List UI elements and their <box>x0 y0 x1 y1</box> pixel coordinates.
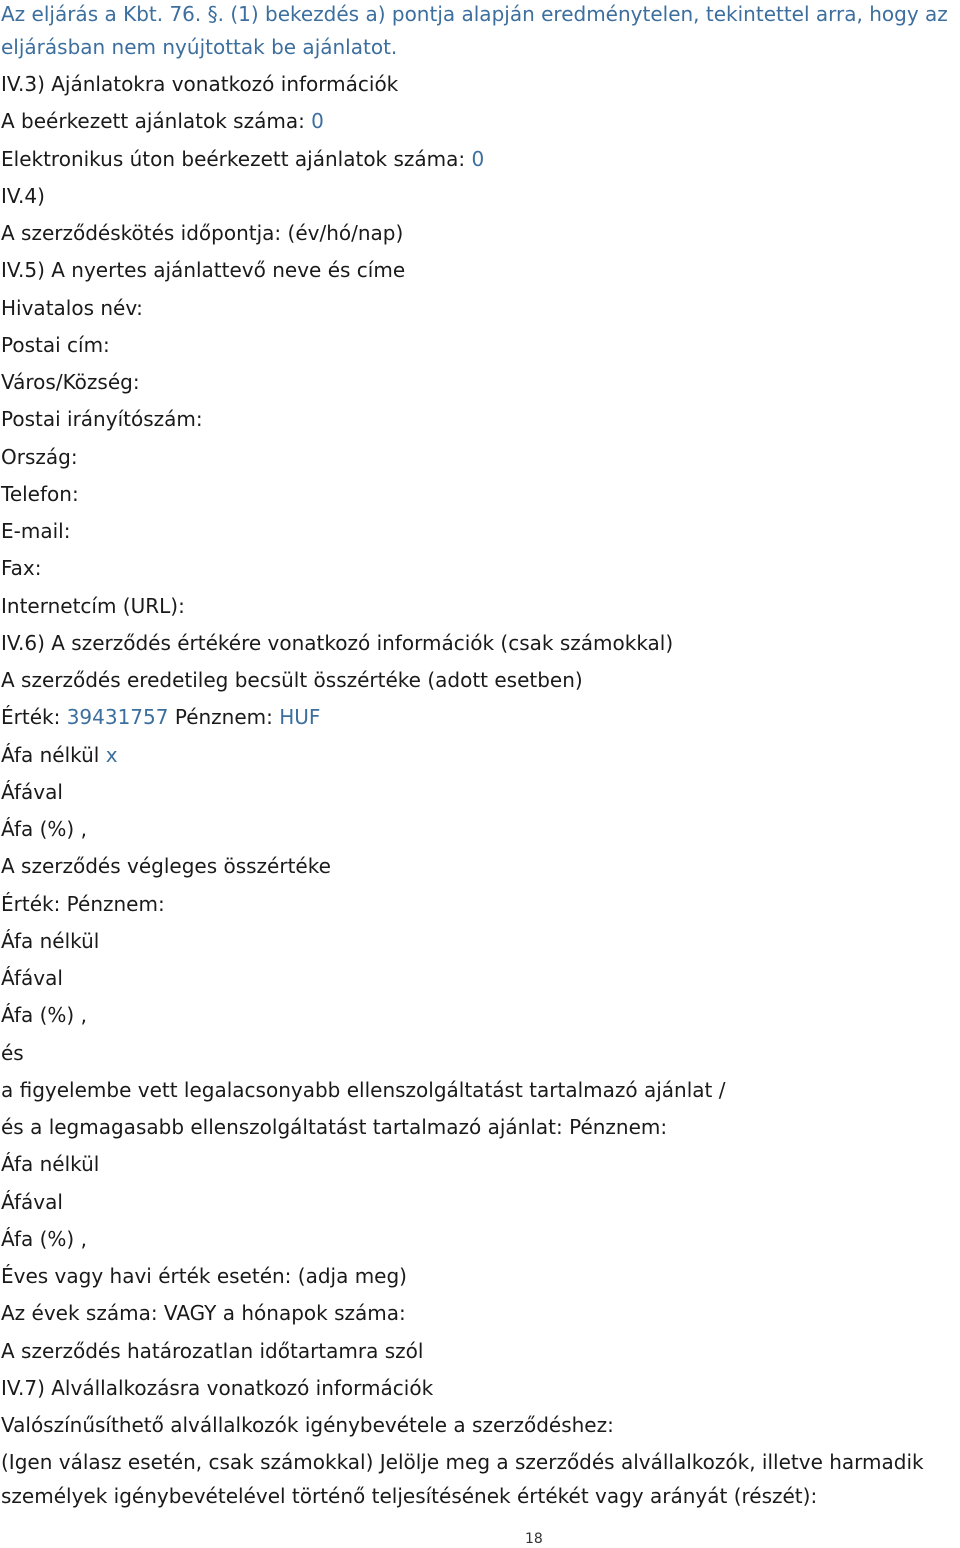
and-label: és <box>1 1041 24 1065</box>
subcontract-instruction-line-2: személyek igénybevételével történő teljesítésének értékét vagy arányát (részét): <box>1 1484 818 1508</box>
probable-subcontractors-label: Valószínűsíthető alvállalkozók igénybevétele a szerződéshez: <box>1 1413 614 1437</box>
currency-label: Pénznem: <box>168 705 280 729</box>
lowest-offer-label: a figyelembe vett legalacsonyabb ellenszolgáltatást tartalmazó ajánlat / <box>1 1078 726 1102</box>
highest-offer-label: és a legmagasabb ellenszolgáltatást tartalmazó ajánlat: Pénznem: <box>1 1115 668 1139</box>
phone-label: Telefon: <box>1 482 79 506</box>
final-value-row: Érték: Pénznem: <box>1 892 165 916</box>
vat-incl-label: Áfával <box>1 780 63 804</box>
vat-excl-label: Áfa nélkül <box>1 743 106 767</box>
received-offers-value: 0 <box>311 109 324 133</box>
value-amount: 39431757 <box>66 705 169 729</box>
subcontract-instruction-line-1: (Igen válasz esetén, csak számokkal) Jelölje meg a szerződés alvállalkozók, illetve harmadik <box>1 1450 924 1474</box>
section-iv6-heading: IV.6) A szerződés értékére vonatkozó információk (csak számokkal) <box>1 631 674 655</box>
range-vat-pct-label: Áfa (%) , <box>1 1227 87 1251</box>
city-label: Város/Község: <box>1 370 140 394</box>
range-vat-excl-label: Áfa nélkül <box>1 1152 100 1176</box>
section-iv4-heading: IV.4) <box>1 184 45 208</box>
section-iv7-heading: IV.7) Alvállalkozásra vonatkozó információk <box>1 1376 434 1400</box>
electronic-offers-label: Elektronikus úton beérkezett ajánlatok száma: <box>1 147 472 171</box>
annual-monthly-label: Éves vagy havi érték esetén: (adja meg) <box>1 1264 407 1288</box>
indefinite-duration-label: A szerződés határozatlan időtartamra szól <box>1 1339 424 1363</box>
final-vat-pct-label: Áfa (%) , <box>1 1003 87 1027</box>
fax-label: Fax: <box>1 556 42 580</box>
postal-address-label: Postai cím: <box>1 333 110 357</box>
intro-line-2: eljárásban nem nyújtottak be ajánlatot. <box>1 35 398 59</box>
vat-excl-mark: x <box>105 743 118 767</box>
page-number: 18 <box>525 1531 543 1547</box>
email-label: E-mail: <box>1 519 71 543</box>
estimated-value-row <box>1 704 320 730</box>
final-value-heading: A szerződés végleges összértéke <box>1 854 331 878</box>
currency-value: HUF <box>279 705 321 729</box>
country-label: Ország: <box>1 445 78 469</box>
years-months-label: Az évek száma: VAGY a hónapok száma: <box>1 1301 406 1325</box>
electronic-offers-value: 0 <box>471 147 485 171</box>
contract-date-label: A szerződéskötés időpontja: (év/hó/nap) <box>1 221 404 245</box>
final-vat-incl-label: Áfával <box>1 966 63 990</box>
value-label: Érték: <box>1 705 67 729</box>
section-iv5-heading: IV.5) A nyertes ajánlattevő neve és címe <box>1 258 406 282</box>
url-label: Internetcím (URL): <box>1 594 185 618</box>
range-vat-incl-label: Áfával <box>1 1190 63 1214</box>
received-offers-row <box>1 108 324 134</box>
final-vat-excl-label: Áfa nélkül <box>1 929 100 953</box>
electronic-offers-row <box>1 146 484 172</box>
official-name-label: Hivatalos név: <box>1 296 143 320</box>
received-offers-label: A beérkezett ajánlatok száma: <box>1 109 312 133</box>
postal-code-label: Postai irányítószám: <box>1 407 203 431</box>
vat-excl-row <box>1 742 118 768</box>
intro-line-1: Az eljárás a Kbt. 76. §. (1) bekezdés a) pontja alapján eredménytelen, tekintettel arra, hogy az <box>1 2 948 26</box>
estimated-value-heading: A szerződés eredetileg becsült összértéke (adott esetben) <box>1 668 583 692</box>
vat-pct-label: Áfa (%) , <box>1 817 87 841</box>
section-iv3-heading: IV.3) Ajánlatokra vonatkozó információk <box>1 72 399 96</box>
